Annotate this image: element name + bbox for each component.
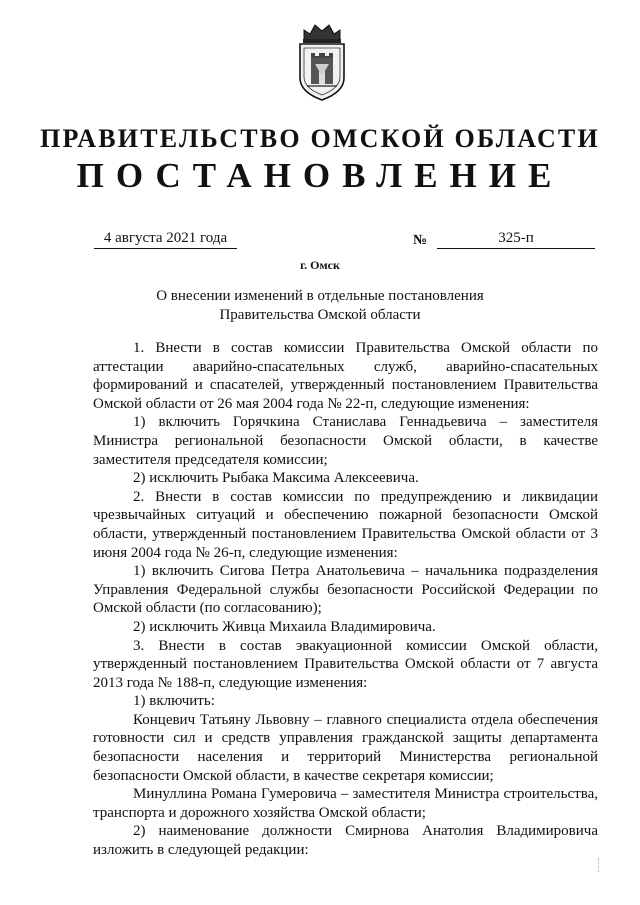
city-label: г. Омск: [300, 258, 340, 272]
paragraph-2: 2. Внести в состав комиссии по предупреждению и ликвидации чрезвычайных ситуаций и обеспечению пожарной безопасности Омской области, утвержденный постановлением Правительства Омской области от 3 июня 2004 года № 26-п, следующие изменения:: [93, 488, 598, 561]
paragraph-1-2: 2) исключить Рыбака Максима Алексеевича.: [133, 470, 419, 487]
issuing-authority: ПРАВИТЕЛЬСТВО ОМСКОЙ ОБЛАСТИ: [40, 124, 600, 153]
paragraph-3: 3. Внести в состав эвакуационной комиссии Омской области, утвержденный постановлением Правительства Омской области от 7 августа 2013 года № 188-п, следующие изменения:: [93, 637, 598, 691]
omsk-coat-of-arms-icon: [293, 20, 351, 102]
document-type: ПОСТАНОВЛЕНИЕ: [76, 156, 564, 195]
paragraph-2-1: 1) включить Сигова Петра Анатольевича – начальника подразделения Управления Федеральной службы безопасности Российской Федерации по Омской области (по согласованию);: [93, 563, 598, 617]
paragraph-3-2: 2) наименование должности Смирнова Анатолия Владимировича изложить в следующей редакции:: [93, 823, 598, 859]
paragraph-2-2: 2) исключить Живца Михаила Владимировича.: [133, 618, 436, 635]
document-body: [93, 339, 598, 860]
document-number: 325-п: [437, 229, 595, 249]
document-title: [0, 287, 640, 324]
title-line-2: Правительства Омской области: [219, 306, 421, 323]
paragraph-3-1-a: Концевич Татьяну Львовну – главного специалиста отдела обеспечения готовности сил и средств управления гражданской защиты департамента безопасности населения и территорий Министерства региональной безопасности Омской области, в качестве секретаря комиссии;: [93, 711, 598, 784]
document-date: 4 августа 2021 года: [94, 229, 237, 249]
paragraph-1-1: 1) включить Горячкина Станислава Геннадьевича – заместителя Министра региональной безопасности Омской области, в качестве заместителя председателя комиссии;: [93, 414, 598, 468]
paragraph-3-1-b: Минуллина Романа Гумеровича – заместителя Министра строительства, транспорта и дорожного хозяйства Омской области;: [93, 786, 598, 821]
paragraph-1: 1. Внести в состав комиссии Правительства Омской области по аттестации аварийно-спасательных служб, аварийно-спасательных формирований и спасателей, утвержденный постановлением Правительства Омской области от 26 мая 2004 года № 22-п, следующие изменения:: [93, 340, 598, 412]
number-sign: №: [413, 233, 428, 248]
paragraph-3-1: 1) включить:: [133, 693, 215, 710]
title-line-1: О внесении изменений в отдельные постановления: [156, 288, 484, 304]
page-edge-mark: [598, 858, 601, 872]
